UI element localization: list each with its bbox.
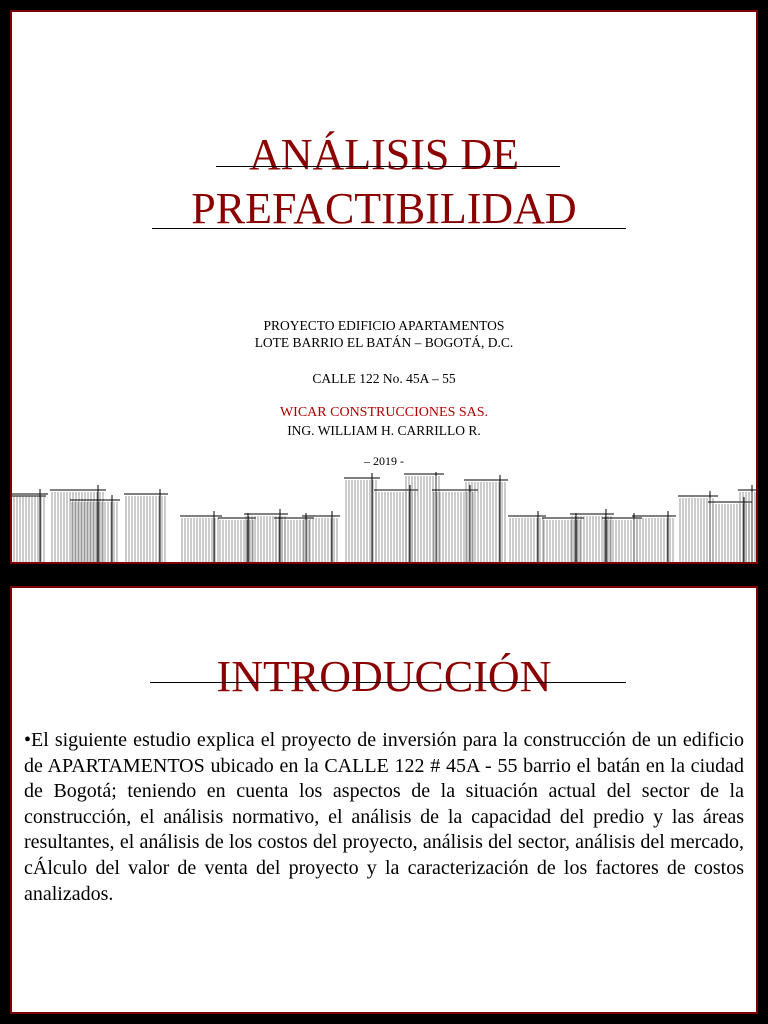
title-underline-1 (216, 166, 560, 167)
title-underline-2 (152, 228, 626, 229)
city-skyline-illustration (12, 472, 758, 562)
introduction-title: INTRODUCCIÓN (216, 652, 552, 701)
title-line-1: ANÁLISIS DE (248, 130, 520, 179)
introduction-underline (150, 682, 626, 683)
company-name: WICAR CONSTRUCCIONES SAS. (279, 405, 489, 420)
introduction-slide (0, 576, 768, 1024)
project-year: – 2019 - (364, 454, 404, 468)
project-line-2: LOTE BARRIO EL BATÁN – BOGOTÁ, D.C. (254, 335, 514, 350)
project-line-1: PROYECTO EDIFICIO APARTAMENTOS (263, 318, 505, 333)
project-address: CALLE 122 No. 45A – 55 (312, 371, 456, 386)
introduction-paragraph: •El siguiente estudio explica el proyecto de inversión para la construcción de un edificio de APARTAMENTOS ubicado en la CALLE 122 # 45A - 55 barrio el batán en la ciudad de Bogotá; teniendo en cuenta los aspectos de la situación actual del sector de la construcción, el análisis normativo, el análisis de la capacidad del predio y las áreas resultantes, el análisis de los costos del proyecto, análisis del sector, análisis del mercado, cÁlculo del valor de venta del proyecto y la caracterización de los factores de costos analizados. (24, 729, 744, 905)
engineer-name: ING. WILLIAM H. CARRILLO R. (287, 423, 481, 438)
title-line-2: PREFACTIBILIDAD (191, 184, 577, 233)
title-slide-canvas (10, 10, 758, 564)
introduction-slide-canvas (10, 586, 758, 1014)
